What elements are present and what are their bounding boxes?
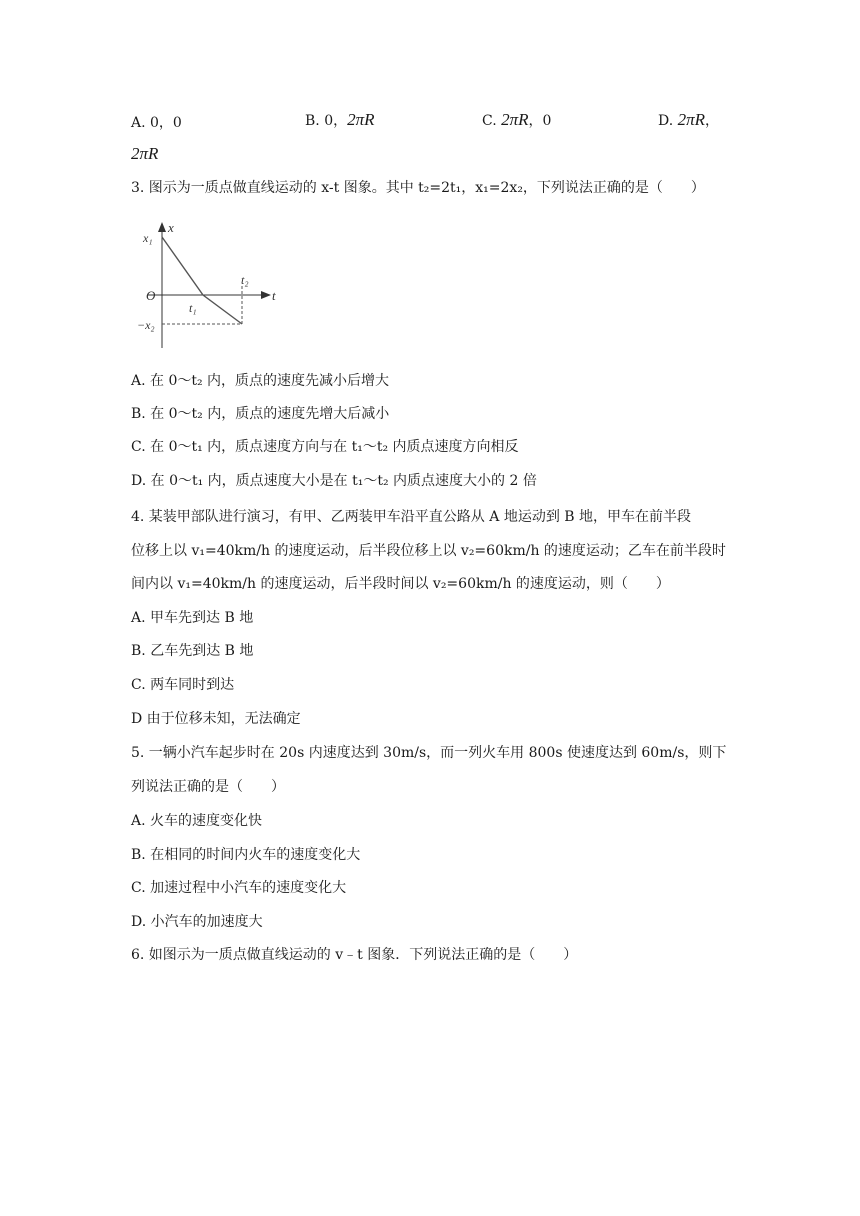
q6-stem: 6. 如图示为一质点做直线运动的 v﹣t 图象．下列说法正确的是（ ） bbox=[131, 947, 578, 963]
q4-option-d: D 由于位移未知，无法确定 bbox=[131, 711, 301, 727]
q4-option-a: A. 甲车先到达 B 地 bbox=[131, 610, 254, 626]
q2-option-c-prefix: C. bbox=[482, 113, 497, 129]
q4-stem-line-2: 位移上以 v₁=40km/h 的速度运动，后半段位移上以 v₂=60km/h 的速度运动；乙车在前半段时 bbox=[131, 543, 726, 559]
q5-option-d: D. 小汽车的加速度大 bbox=[131, 914, 263, 930]
graph-xt-line bbox=[162, 237, 242, 324]
graph-label-neg-x2: −x₂ bbox=[137, 318, 155, 332]
graph-label-t: t bbox=[272, 288, 276, 303]
q2-option-c-suffix: ，0 bbox=[528, 113, 552, 129]
q4-stem-line-1: 4. 某装甲部队进行演习，有甲、乙两装甲车沿平直公路从 A 地运动到 B 地，甲车在前半段 bbox=[131, 509, 692, 525]
q3-xt-graph bbox=[131, 214, 281, 350]
q2-option-d-formula: 2πR bbox=[677, 110, 706, 129]
q4-option-b: B. 乙车先到达 B 地 bbox=[131, 643, 254, 659]
graph-label-origin: O bbox=[146, 288, 156, 303]
q2-option-d-continued: 2πR bbox=[131, 144, 159, 163]
q3-option-b: B. 在 0～t₂ 内，质点的速度先增大后减小 bbox=[131, 406, 390, 422]
q4-option-c: C. 两车同时到达 bbox=[131, 677, 235, 693]
q2-option-c bbox=[482, 110, 551, 130]
q2-option-d bbox=[658, 110, 719, 130]
q2-option-b-prefix: B. 0， bbox=[305, 113, 348, 129]
q3-option-a: A. 在 0～t₂ 内，质点的速度先减小后增大 bbox=[131, 373, 390, 389]
graph-label-x1: x₁ bbox=[143, 231, 153, 245]
q2-option-d-prefix: D. bbox=[658, 113, 674, 129]
q4-stem-line-3: 间内以 v₁=40km/h 的速度运动，后半段时间以 v₂=60km/h 的速度运动，则（ ） bbox=[131, 576, 670, 592]
q3-option-c: C. 在 0～t₁ 内，质点速度方向与在 t₁～t₂ 内质点速度方向相反 bbox=[131, 439, 519, 455]
q5-stem-line-2: 列说法正确的是（ ） bbox=[131, 779, 285, 795]
q5-option-b: B. 在相同的时间内火车的速度变化大 bbox=[131, 847, 361, 863]
q2-option-c-formula: 2πR bbox=[501, 110, 529, 129]
q2-option-a bbox=[131, 112, 182, 132]
q2-option-d-suffix: ， bbox=[705, 113, 720, 129]
q2-option-b-formula: 2πR bbox=[347, 110, 375, 129]
q3-stem: 3. 图示为一质点做直线运动的 x-t 图象。其中 t₂=2t₁，x₁=2x₂，下列说法正确的是（ ） bbox=[131, 180, 705, 196]
graph-label-t1: t₁ bbox=[189, 301, 197, 315]
q5-stem-line-1: 5. 一辆小汽车起步时在 20s 内速度达到 30m/s，而一列火车用 800s 使速度达到 60m/s，则下 bbox=[131, 745, 727, 761]
graph-t-axis-arrow bbox=[261, 291, 271, 299]
graph-x-axis-arrow bbox=[158, 222, 166, 232]
q5-option-c: C. 加速过程中小汽车的速度变化大 bbox=[131, 880, 347, 896]
q3-option-d: D. 在 0～t₁ 内，质点速度大小是在 t₁～t₂ 内质点速度大小的 2 倍 bbox=[131, 473, 537, 489]
q2-option-a-text: A. 0，0 bbox=[131, 115, 182, 131]
q5-option-a: A. 火车的速度变化快 bbox=[131, 813, 263, 829]
graph-label-x: x bbox=[168, 220, 174, 235]
q2-option-b bbox=[305, 110, 375, 130]
graph-label-t2: t₂ bbox=[241, 273, 249, 287]
